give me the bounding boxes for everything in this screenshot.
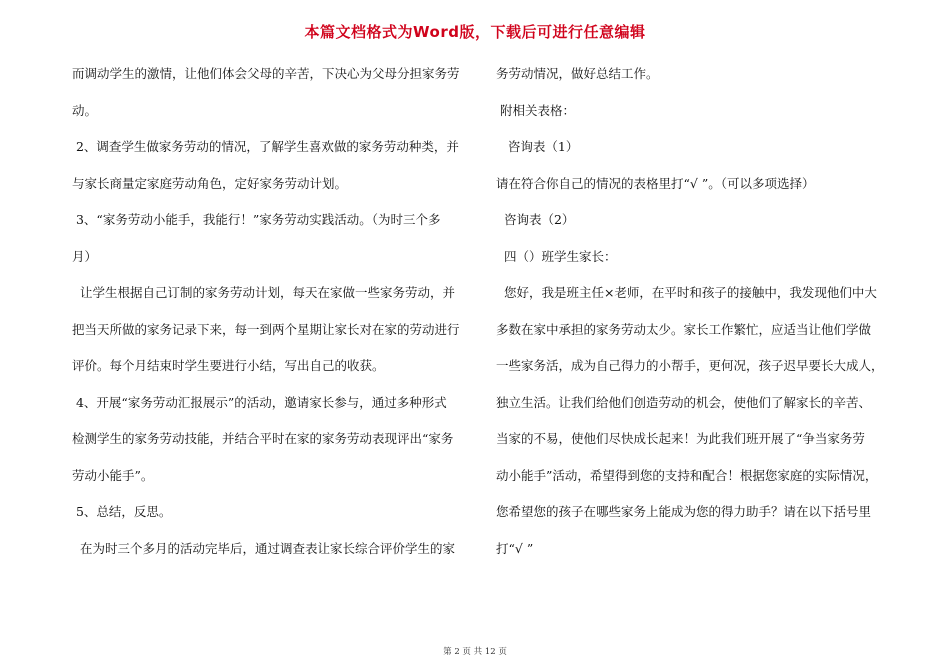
right-column-line: 动小能手”活动，希望得到您的支持和配合！根据您家庭的实际情况， [496,467,878,483]
left-text-column [72,64,472,575]
right-column-line: 您希望您的孩子在哪些家务上能成为您的得力助手？请在以下括号里 [496,504,872,519]
left-column-line: 5、总结，反思。 [72,504,172,519]
left-column-line: 月） [72,248,98,264]
right-column-line: 咨询表（2） [496,212,575,227]
right-column-line: 附相关表格： [496,102,575,118]
right-column-line: 咨询表（1） [496,139,579,154]
right-column-line: 四（）班学生家长： [496,248,617,264]
left-column-line: 劳动小能手”。 [72,467,154,483]
left-column-line: 检测学生的家务劳动技能，并结合平时在家的家务劳动表现评出“家务 [72,431,454,446]
left-column-line: 把当天所做的家务记录下来，每一到两个星期让家长对在家的劳动进行 [72,321,460,337]
right-column-line: 打“√ ” [496,540,534,556]
left-column-line: 而调动学生的激情，让他们体会父母的辛苦，下决心为父母分担家务劳 [72,66,460,81]
right-column-line: 请在符合你自己的情况的表格里打“√ ”。（可以多项选择） [496,175,815,191]
left-column-line: 评价。每个月结束时学生要进行小结，写出自己的收获。 [72,358,385,373]
right-column-line: 多数在家中承担的家务劳动太少。家长工作繁忙，应适当让他们学做 [496,321,872,337]
right-column-line: 您好，我是班主任×老师，在平时和孩子的接触中，我发现他们中大 [496,285,877,300]
page-number-footer: 第 2 页 共 12 页 [443,647,507,657]
left-column-line: 3、“家务劳动小能手，我能行！”家务劳动实践活动。（为时三个多 [72,212,441,227]
left-column-line: 让学生根据自己订制的家务劳动计划，每天在家做一些家务劳动，并 [72,285,455,300]
right-column-line: 当家的不易，使他们尽快成长起来！为此我们班开展了“争当家务劳 [496,431,865,446]
right-text-column [496,64,888,575]
right-column-line: 务劳动情况，做好总结工作。 [496,66,659,81]
left-column-line: 动。 [72,102,98,118]
left-column-line: 2、调查学生做家务劳动的情况，了解学生喜欢做的家务劳动种类，并 [72,139,459,154]
right-column-line: 独立生活。让我们给他们创造劳动的机会，使他们了解家长的辛苦、 [496,394,872,410]
left-column-line: 4、开展“家务劳动汇报展示”的活动，邀请家长参与，通过多种形式 [72,394,447,410]
right-column-line: 一些家务活，成为自己得力的小帮手，更何况，孩子迟早要长大成人， [496,358,884,373]
left-column-line: 在为时三个多月的活动完毕后，通过调查表让家长综合评价学生的家 [72,540,455,556]
document-header-title: 本篇文档格式为Word版，下载后可进行任意编辑 [304,23,646,41]
left-column-line: 与家长商量定家庭劳动角色，定好家务劳动计划。 [72,175,348,191]
